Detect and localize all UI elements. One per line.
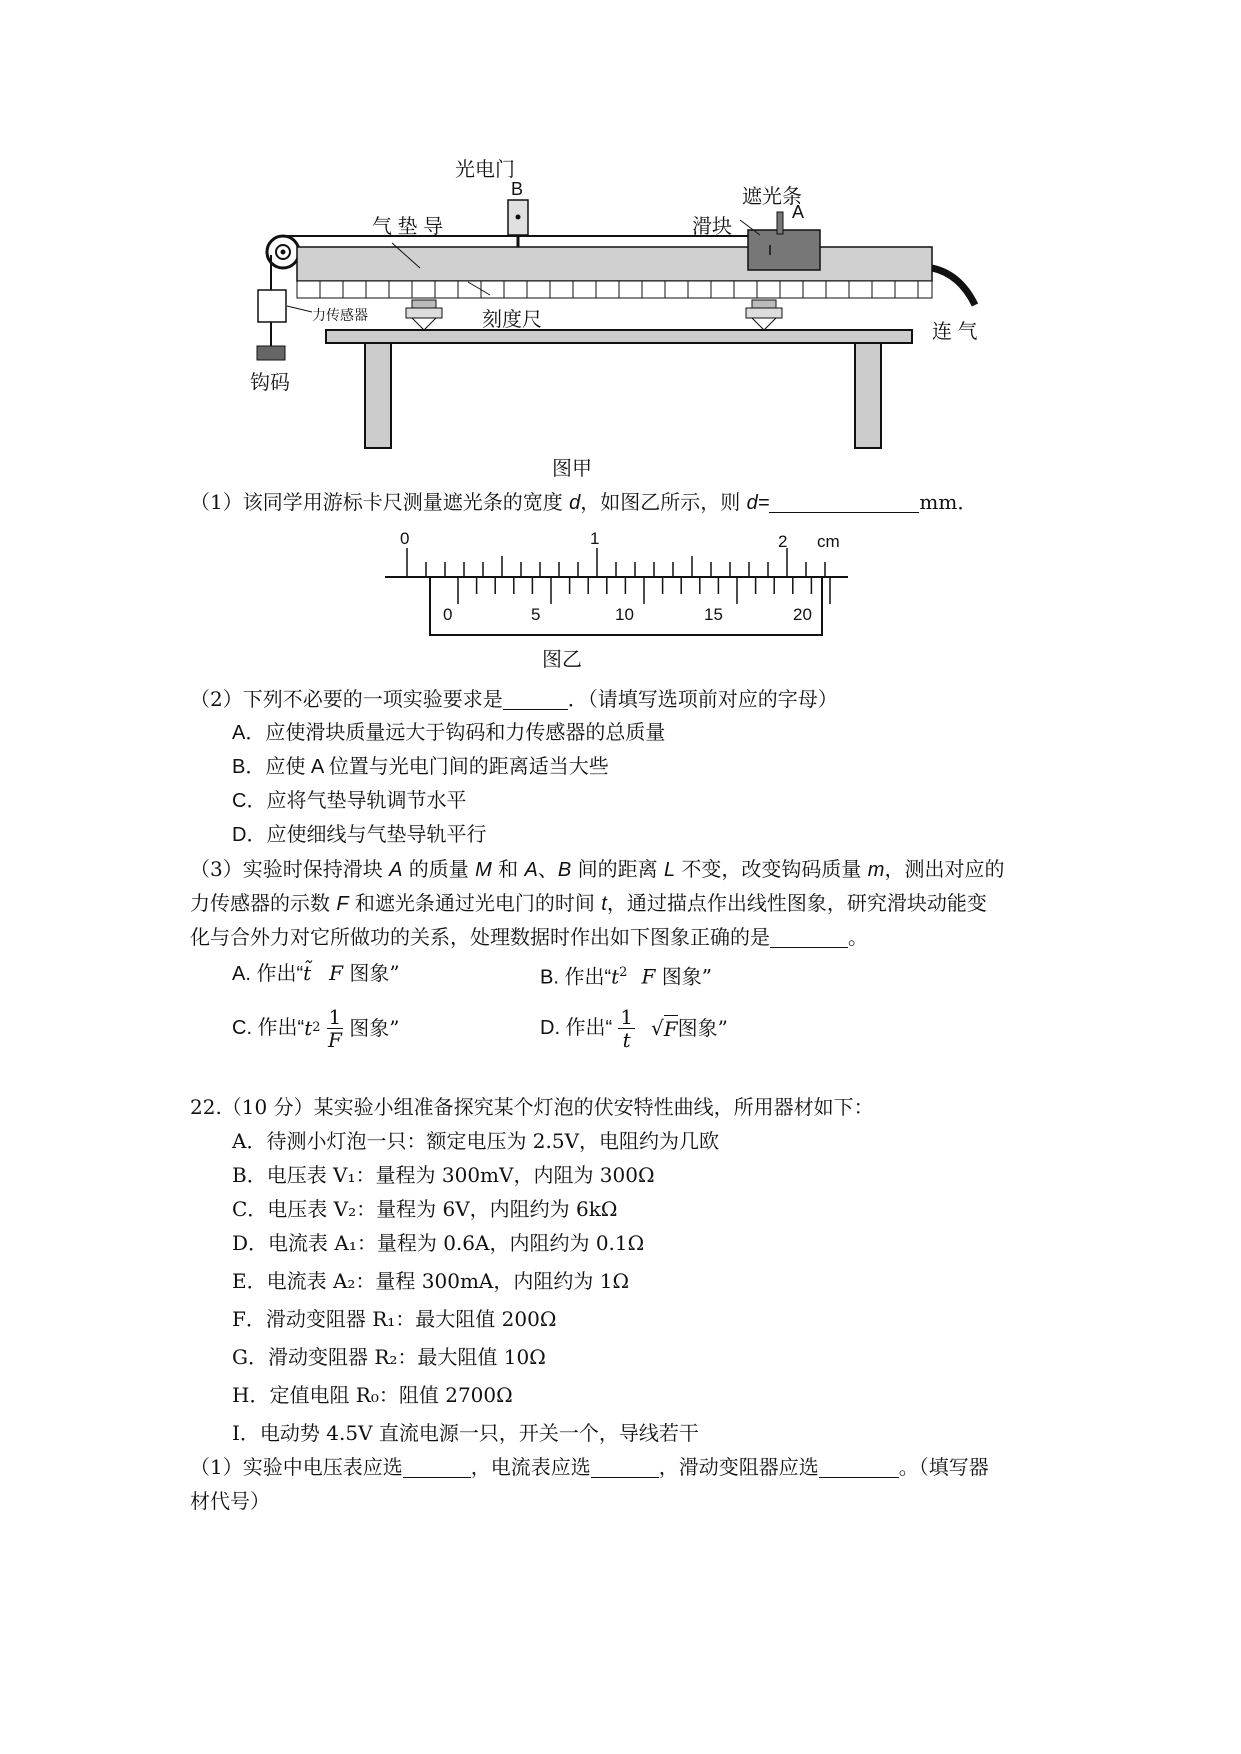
question-3-line-2: 力传感器的示数 F 和遮光条通过光电门的时间 t，通过描点作出线性图象，研究滑块动能变: [190, 891, 987, 915]
label-force-sensor: 力传感器: [312, 307, 368, 323]
label-hook-weight: 钩码: [250, 372, 290, 394]
question-22-sub-1-line-2: 材代号）: [190, 1489, 270, 1513]
label-scale: 刻度尺: [482, 309, 542, 331]
photogate: [508, 200, 528, 247]
label-photogate: 光电门: [455, 159, 515, 181]
vernier-label-10: 10: [615, 605, 634, 624]
q2-option-a: A．应使滑块质量远大于钩码和力传感器的总质量: [232, 722, 666, 744]
q2-option-d: D．应使细线与气垫导轨平行: [232, 824, 487, 846]
table: [326, 330, 912, 448]
equipment-i: I．电动势 4.5V 直流电源一只，开关一个，导线若干: [232, 1421, 699, 1445]
q3-option-d: D. 作出“ $\frac{1}{t}$ √ F 图象”: [540, 1004, 728, 1052]
figure-caption-yi: 图乙: [542, 647, 582, 671]
main-scale-unit: cm: [817, 532, 840, 551]
equipment-f: F．滑动变阻器 R₁：最大阻值 200Ω: [232, 1307, 557, 1331]
label-air-supply: 连 气: [932, 321, 978, 343]
equipment-b: B．电压表 V₁：量程为 300mV，内阻为 300Ω: [232, 1163, 655, 1187]
hook-weight-block: [257, 346, 285, 360]
answer-blank-q3[interactable]: [770, 927, 848, 948]
force-sensor-box: [258, 290, 286, 322]
question-2: （2）下列不必要的一项实验要求是 ．（请填写选项前对应的字母）: [190, 687, 838, 711]
answer-blank-q2[interactable]: [503, 689, 568, 710]
vernier-label-5: 5: [531, 605, 541, 624]
fraction-1-over-t: $\frac{1}{t}$: [620, 1004, 633, 1052]
apparatus-diagram: [0, 0, 1241, 470]
label-photogate-b: B: [511, 179, 524, 199]
slider: [748, 212, 820, 270]
equipment-c: C．电压表 V₂：量程为 6V，内阻约为 6kΩ: [232, 1197, 618, 1221]
equipment-h: H．定值电阻 R₀：阻值 2700Ω: [232, 1383, 513, 1407]
question-22-title: 22.（10 分）某实验小组准备探究某个灯泡的伏安特性曲线，所用器材如下：: [190, 1095, 874, 1119]
q3-option-c: C. 作出“ t 2 $\frac{1}{F}$ 图象”: [232, 1004, 400, 1052]
q3-option-b: B. 作出“$t^2$ F 图象”: [540, 964, 712, 989]
answer-blank-ammeter[interactable]: [591, 1457, 659, 1478]
air-hose: [932, 268, 975, 305]
answer-blank-voltmeter[interactable]: [403, 1457, 471, 1478]
equipment-d: D．电流表 A₁：量程为 0.6A，内阻约为 0.1Ω: [232, 1231, 645, 1255]
label-slider: 滑块: [692, 216, 732, 238]
equipment-g: G．滑动变阻器 R₂：最大阻值 10Ω: [232, 1345, 546, 1369]
scale-ruler: [297, 281, 932, 298]
vernier-label-0: 0: [443, 605, 453, 624]
main-scale-label-0: 0: [400, 529, 410, 548]
label-shading-strip: 遮光条: [742, 186, 802, 208]
question-3-line-3: 化与合外力对它所做功的关系，处理数据时作出如下图象正确的是 。: [190, 925, 868, 949]
question-3-line-1: （3）实验时保持滑块 A 的质量 M 和 A、B 间的距离 L 不变，改变钩码质量 m，测出对应的: [190, 857, 1005, 881]
label-air-track: 气 垫 导: [372, 216, 444, 238]
answer-blank-rheostat[interactable]: [819, 1457, 899, 1478]
label-shading-a: A: [792, 202, 805, 222]
answer-blank-d[interactable]: [769, 492, 919, 513]
main-scale-label-2: 2: [778, 532, 788, 551]
vernier-label-15: 15: [704, 605, 723, 624]
q3-option-a: A. 作出“t̃ F 图象”: [232, 961, 400, 985]
equipment-a: A．待测小灯泡一只：额定电压为 2.5V，电阻约为几欧: [232, 1129, 720, 1153]
question-22-sub-1: （1）实验中电压表应选 ，电流表应选 ，滑动变阻器应选 。（填写器: [190, 1455, 989, 1479]
main-scale-label-1: 1: [590, 529, 600, 548]
figure-caption-jia: 图甲: [552, 456, 592, 480]
air-track: [297, 247, 932, 281]
equipment-e: E．电流表 A₂：量程 300mA，内阻约为 1Ω: [232, 1269, 630, 1293]
fraction-1-over-F: $\frac{1}{F}$: [327, 1004, 342, 1052]
q2-option-c: C．应将气垫导轨调节水平: [232, 790, 467, 812]
q2-option-b: B．应使 A 位置与光电门间的距离适当大些: [232, 756, 609, 778]
vernier-label-20: 20: [793, 605, 812, 624]
track-feet: [406, 300, 782, 330]
question-1: （1）该同学用游标卡尺测量遮光条的宽度 d，如图乙所示，则 d= mm．: [190, 490, 978, 514]
